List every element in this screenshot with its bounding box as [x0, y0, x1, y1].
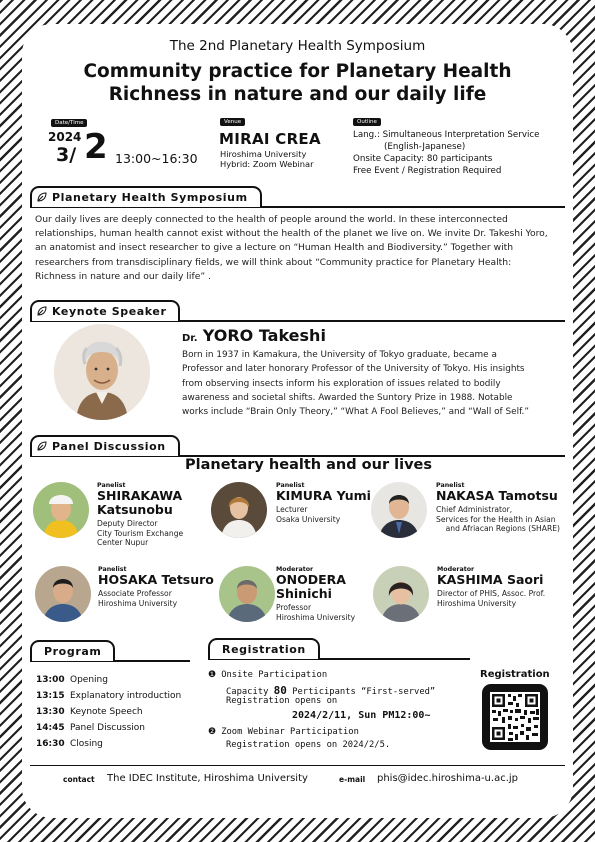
moderator-name: KASHIMA Saori: [437, 572, 544, 587]
program-label: Keynote Speech: [70, 707, 143, 717]
panelist-affiliation: Chief Administrator,: [436, 505, 513, 514]
symposium-line: Richness in nature and our daily life” .: [35, 270, 211, 282]
panelist-affiliation: Deputy Director: [97, 519, 158, 528]
program-tab: [30, 640, 115, 661]
keynote-bio-line: awareness and societal shifts. Awarded the Suntory Prize in 1988. Notable: [182, 392, 513, 403]
contact-label: contact: [63, 775, 95, 784]
event-time: 13:00~16:30: [115, 151, 198, 166]
program-item: [36, 691, 181, 701]
panelist-affiliation: and Afriacan Regions (SHARE): [436, 524, 560, 534]
venue-tag: Venue: [220, 118, 245, 126]
keynote-bio-line: from observing insects inform his exploration of issues related to bodily: [182, 378, 501, 389]
panelist-affiliation: Hiroshima University: [98, 598, 178, 608]
keynote-heading: Keynote Speaker: [52, 305, 167, 318]
symposium-tab: [30, 186, 262, 207]
panelist-1: [97, 482, 183, 548]
registration-tab: [208, 638, 320, 659]
moderator-photo: [219, 566, 275, 622]
main-title-line2: Richness in nature and our daily life: [108, 84, 487, 105]
panelist-2: [276, 482, 371, 524]
panelist-role: Panelist: [97, 482, 126, 489]
keynote-bio-line: Born in 1937 in Kamakura, the University of Tokyo graduate, became a: [182, 350, 497, 360]
zoom-opens: Registration opens on 2024/2/5.: [226, 740, 391, 750]
panelist-affiliation: Osaka University: [276, 514, 341, 524]
onsite-opens-date: 2024/2/11, Sun PM12:00~: [292, 710, 431, 721]
datetime-tag: Date/Time: [51, 119, 87, 127]
moderator-affiliation: Hiroshima University: [437, 598, 517, 608]
keynote-bio: [182, 348, 562, 419]
moderator-role: Moderator: [437, 566, 475, 573]
program-label: Opening: [70, 675, 108, 685]
symposium-line: relationships, human health cannot exist without the health of the planet we live on. We invite Dr. Takeshi Yoro,: [35, 228, 548, 240]
email-label: e-mail: [339, 775, 366, 784]
panelist-affiliation: City Tourism Exchange: [97, 528, 184, 538]
panel-subtitle: Planetary health and our lives: [185, 457, 432, 473]
program-time: 13:00: [36, 675, 65, 685]
panelist-affiliation: Center Nupur: [97, 538, 149, 548]
main-title-line1: Community practice for Planetary Health: [83, 61, 512, 82]
capacity-label: Capacity: [226, 687, 269, 697]
program-time: 16:30: [36, 739, 65, 749]
keynote-bio-line: works include “Brain Only Theory,” “What A Fool Believes,” and “Wall of Self.”: [182, 407, 529, 418]
event-title: The 2nd Planetary Health Symposium: [169, 38, 426, 54]
program-item: [36, 675, 108, 685]
venue-name: MIRAI CREA: [219, 130, 321, 148]
symposium-heading: Planetary Health Symposium: [52, 191, 248, 204]
program-heading: Program: [44, 645, 102, 658]
program-item: [36, 739, 103, 749]
moderator-affiliation: Director of PHIS, Assoc. Prof.: [437, 589, 546, 598]
panelist-4: [98, 566, 214, 608]
onsite-number: ❶: [208, 670, 216, 680]
symposium-section-header: [30, 188, 565, 208]
program-time: 14:45: [36, 723, 65, 733]
event-day: 2: [84, 127, 108, 167]
keynote-name: YORO Takeshi: [202, 326, 326, 345]
panelist-photo: [33, 482, 89, 538]
panelist-name: HOSAKA Tetsuro: [98, 572, 214, 587]
registration-heading: Registration: [222, 643, 306, 656]
panelist-name: KIMURA Yumi: [276, 488, 371, 503]
panel-tab: [30, 435, 180, 456]
onsite-title-line: [208, 670, 327, 680]
outline-free: Free Event / Registration Required: [353, 166, 502, 176]
capacity-number: 80: [273, 684, 287, 697]
symposium-line: researchers from transdisciplinary fields, we will think about “Community practice for Planetary Health:: [35, 256, 512, 268]
venue-sub1: Hiroshima University: [220, 149, 307, 159]
keynote-bio-line: Professor and later honorary Professor of the University of Tokyo. His insights: [182, 364, 525, 375]
capacity-note: Perticipants “First-served”: [292, 687, 436, 697]
program-item: [36, 707, 143, 717]
program-time: 13:30: [36, 707, 65, 717]
zoom-title-line: [208, 727, 359, 737]
leaf-icon: [37, 192, 47, 202]
registration-qr-code[interactable]: [482, 684, 548, 750]
keynote-prefix: Dr.: [182, 333, 198, 344]
panel-heading: Panel Discussion: [52, 440, 166, 453]
keynote-tab: [30, 300, 180, 321]
moderator-affiliation: Hiroshima University: [276, 612, 356, 622]
outline-tag: Outline: [353, 118, 381, 126]
panelist-affiliation: Lecturer: [276, 505, 308, 514]
panelist-photo: [211, 482, 267, 538]
outline-capacity: Onsite Capacity: 80 participants: [353, 154, 493, 164]
panelist-role: Panelist: [276, 482, 305, 489]
panelist-name: SHIRAKAWA: [97, 488, 183, 503]
panelist-photo: [371, 482, 427, 538]
qr-code-icon: [482, 684, 548, 750]
onsite-title: Onsite Participation: [221, 670, 328, 680]
leaf-icon: [37, 306, 47, 316]
keynote-section-header: [30, 302, 565, 322]
outline-lang: Lang.: Simultaneous Interpretation Service: [353, 130, 540, 140]
program-label: Panel Discussion: [70, 723, 146, 733]
program-label: Closing: [70, 739, 103, 749]
zoom-number: ❷: [208, 727, 216, 737]
panelist-name-line2: Katsunobu: [97, 502, 173, 517]
keynote-speaker-photo: [54, 324, 150, 420]
email-link[interactable]: phis@idec.hiroshima-u.ac.jp: [377, 773, 519, 784]
outline-lang-pair: (English-Japanese): [384, 142, 466, 152]
panelist-affiliation: Services for the Health in Asian: [436, 514, 556, 524]
venue-sub2: Hybrid: Zoom Webinar: [220, 159, 314, 169]
moderator-photo: [373, 566, 429, 622]
zoom-title: Zoom Webinar Participation: [221, 727, 359, 737]
moderator-role: Moderator: [276, 566, 314, 573]
symposium-description: [35, 213, 565, 284]
event-month: 3/: [56, 144, 77, 166]
panelist-photo: [35, 566, 91, 622]
moderator-1: [276, 566, 355, 622]
moderator-name-line2: Shinichi: [276, 586, 332, 601]
moderator-name: ONODERA: [276, 572, 346, 587]
onsite-opens-label: Registration opens on: [226, 696, 338, 706]
moderator-2: [437, 566, 545, 608]
panelist-3: [436, 482, 560, 534]
symposium-line: Our daily lives are deeply connected to the health of people around the world. In these interconnected: [35, 214, 508, 225]
leaf-icon: [37, 441, 47, 451]
footer-divider: [30, 765, 565, 766]
contact-value: The IDEC Institute, Hiroshima University: [107, 773, 308, 784]
panelist-affiliation: Associate Professor: [98, 589, 172, 598]
program-label: Explanatory introduction: [70, 691, 182, 701]
panel-section-header: [30, 437, 565, 457]
qr-label: Registration: [480, 669, 550, 680]
program-section-header: [30, 642, 190, 662]
panelist-role: Panelist: [98, 566, 127, 573]
panelist-name: NAKASA Tamotsu: [436, 488, 558, 503]
flyer-card: [22, 24, 573, 818]
symposium-line: an anatomist and insect researcher to give a lecture on “Human Health and Biodiversity.” Together with: [35, 242, 514, 254]
program-item: [36, 723, 145, 733]
program-time: 13:15: [36, 691, 65, 701]
registration-section-header: [208, 640, 470, 660]
event-year: 2024: [48, 130, 82, 144]
panelist-role: Panelist: [436, 482, 465, 489]
moderator-affiliation: Professor: [276, 603, 312, 612]
keynote-name-line: [182, 326, 326, 345]
